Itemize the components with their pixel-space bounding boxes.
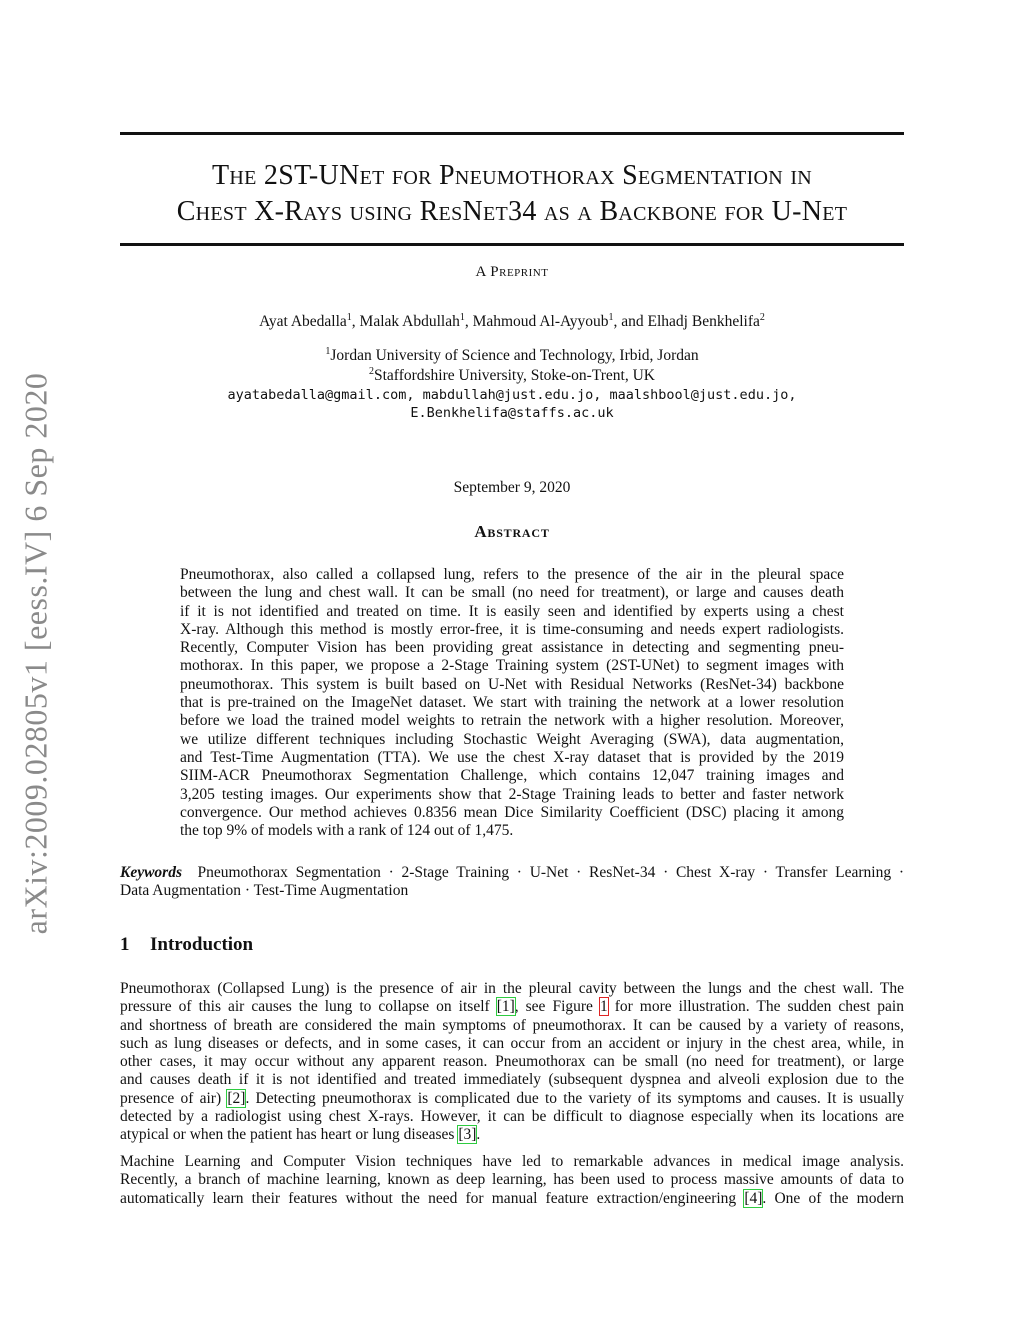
paper-title <box>120 158 904 230</box>
author-affil-mark: 2 <box>759 311 765 323</box>
title-bottom-rule <box>120 243 904 246</box>
author-name: Mahmoud Al-Ayyoub <box>472 313 609 330</box>
text-run: . <box>476 1126 481 1144</box>
abstract-line: convergence. Our method achieves 0.8356 mean Dice Similarity Coefficient (DSC) placing it among <box>180 803 844 821</box>
text-run: for more illustration. The sudden chest pain <box>607 998 904 1016</box>
paragraph-line: Machine Learning and Computer Vision techniques have led to remarkable advances in medical image analysis. <box>120 1153 904 1170</box>
abstract-line: if it is not identified and treated on time. It is easily seen and identified by experts using a chest <box>180 602 844 620</box>
paragraph-line <box>120 1126 904 1144</box>
section-title: Introduction <box>150 934 254 955</box>
preprint-label: A Preprint <box>475 264 549 280</box>
email-list-line-2[interactable]: E.Benkhelifa@staffs.ac.uk <box>410 405 614 421</box>
author-separator: , and <box>613 313 648 330</box>
arxiv-stamp-text: arXiv:2009.02805v1 [eess.IV] 6 Sep 2020 <box>17 372 54 934</box>
author-name: Elhadj Benkhelifa <box>647 313 760 330</box>
author-affil-mark: 1 <box>608 311 614 323</box>
paper-date: September 9, 2020 <box>453 479 571 496</box>
keywords-label: Keywords <box>120 864 182 881</box>
text-run: automatically learn their features without the need for manual feature extraction/engineering <box>120 1189 745 1207</box>
keywords-text: Pneumothorax Segmentation · 2-Stage Training · U-Net · ResNet-34 · Chest X-ray · Transfer Learning · <box>197 864 904 881</box>
text-run: atypical or when the patient has heart or lung diseases <box>120 1126 459 1144</box>
abstract-line: X-ray. Although this method is mostly error-free, it is time-consuming and needs expert radiologists. <box>180 620 844 638</box>
title-top-rule <box>120 132 904 135</box>
affiliation-text: Staffordshire University, Stoke-on-Trent, UK <box>374 367 655 384</box>
paragraph-line: and shortness of breath are considered the main symptoms of pneumothorax. It can be caused by a variety of reasons, <box>120 1016 904 1034</box>
email-list-line-1[interactable]: ayatabedalla@gmail.com, mabdullah@just.edu.jo, maalshbool@just.edu.jo, <box>227 387 797 403</box>
paragraph-line <box>120 1090 904 1108</box>
title-line-1: The 2ST-UNet for Pneumothorax Segmentation in <box>211 160 813 191</box>
author-affil-mark: 1 <box>346 311 352 323</box>
section-heading-introduction <box>120 934 253 956</box>
section-number: 1 <box>120 934 130 955</box>
author-list <box>120 313 904 331</box>
affiliation-mark: 2 <box>369 365 374 377</box>
author-affil-mark: 1 <box>459 311 465 323</box>
text-run: . One of the modern <box>762 1189 904 1207</box>
abstract-line: Recently, Computer Vision has been providing great assistance in detecting and segmenting pneu- <box>180 639 844 657</box>
paragraph-line: detected by a radiologist using chest X-rays. However, it can be difficult to diagnose especially when its locations are <box>120 1108 904 1126</box>
paragraph-line: Recently, a branch of machine learning, known as deep learning, has been used to process massive amounts of data to <box>120 1171 904 1189</box>
intro-paragraph-1 <box>120 980 904 1145</box>
affiliation-2 <box>120 367 904 385</box>
abstract-line: SIIM-ACR Pneumothorax Segmentation Challenge, which contains 12,047 training images and <box>180 767 844 785</box>
text-run: presence of air) <box>120 1089 228 1107</box>
abstract-line: the top 9% of models with a rank of 124 out of 1,475. <box>180 822 514 840</box>
figure-link[interactable]: 1 <box>599 998 608 1016</box>
title-line-2: Chest X-Rays using ResNet34 as a Backbone for U-Net <box>176 196 848 227</box>
arxiv-stamp <box>12 360 60 946</box>
abstract-line: we utilize different techniques including Stochastic Weight Averaging (SWA), data augmentation, <box>180 730 844 748</box>
author-name: Malak Abdullah <box>359 313 460 330</box>
keywords-block <box>120 864 904 901</box>
author-name: Ayat Abedalla <box>259 313 347 330</box>
abstract-line: and Test-Time Augmentation (TTA). We use the chest X-ray dataset that is provided by the 2019 <box>180 748 844 766</box>
paragraph-line <box>120 1190 904 1208</box>
abstract-line: pneumothorax. This system is built based on U-Net with Residual Networks (ResNet-34) backbone <box>180 675 844 693</box>
abstract-heading: Abstract <box>474 522 550 541</box>
abstract-line: between the lung and chest wall. It can be small (no need for treatment), or large and causes death <box>180 584 844 602</box>
abstract-line: that is pre-trained on the ImageNet dataset. We start with training the network at a lower resolution <box>180 694 844 712</box>
abstract-line: before we load the trained model weights to retrain the network with a higher resolution. Moreover, <box>180 712 844 730</box>
affiliation-mark: 1 <box>325 345 331 357</box>
author-separator: , <box>464 313 473 330</box>
author-separator: , <box>351 313 360 330</box>
keywords-line-1 <box>120 864 904 882</box>
abstract-line: Pneumothorax, also called a collapsed lung, refers to the presence of the air in the pleural space <box>180 566 844 583</box>
affiliation-text: Jordan University of Science and Technology, Irbid, Jordan <box>330 347 699 364</box>
paragraph-line: and causes death if it is not identified and treated immediately (subsequent dyspnea and alveoli explosion due to the <box>120 1071 904 1089</box>
abstract-line: mothorax. In this paper, we propose a 2-Stage Training system (2ST-UNet) to segment images with <box>180 657 844 675</box>
citation-link[interactable]: [2] <box>227 1089 246 1107</box>
paragraph-line: other cases, it may occur without any apparent reason. Pneumothorax can be small (no need for treatment), or large <box>120 1053 904 1071</box>
text-run: pressure of this air causes the lung to collapse on itself <box>120 998 497 1016</box>
text-run: , see Figure <box>514 998 600 1016</box>
text-run: . Detecting pneumothorax is complicated due to the variety of its symptoms and causes. It is usually <box>245 1089 904 1107</box>
paragraph-line: such as lung diseases or defects, and in some cases, it can occur from an accident or injury in the chest area, while, in <box>120 1034 904 1052</box>
citation-link[interactable]: [3] <box>458 1126 477 1144</box>
citation-link[interactable]: [4] <box>744 1189 763 1207</box>
citation-link[interactable]: [1] <box>496 998 515 1016</box>
paragraph-line <box>120 998 904 1016</box>
abstract-line: 3,205 testing images. Our experiments show that 2-Stage Training leads to better and faster network <box>180 785 844 803</box>
paragraph-line: Pneumothorax (Collapsed Lung) is the presence of air in the pleural cavity between the lungs and the chest wall. The <box>120 980 904 997</box>
affiliation-1 <box>120 347 904 365</box>
keywords-line-2: Data Augmentation · Test-Time Augmentation <box>120 882 409 900</box>
intro-paragraph-2 <box>120 1153 904 1208</box>
abstract-body <box>180 566 844 840</box>
